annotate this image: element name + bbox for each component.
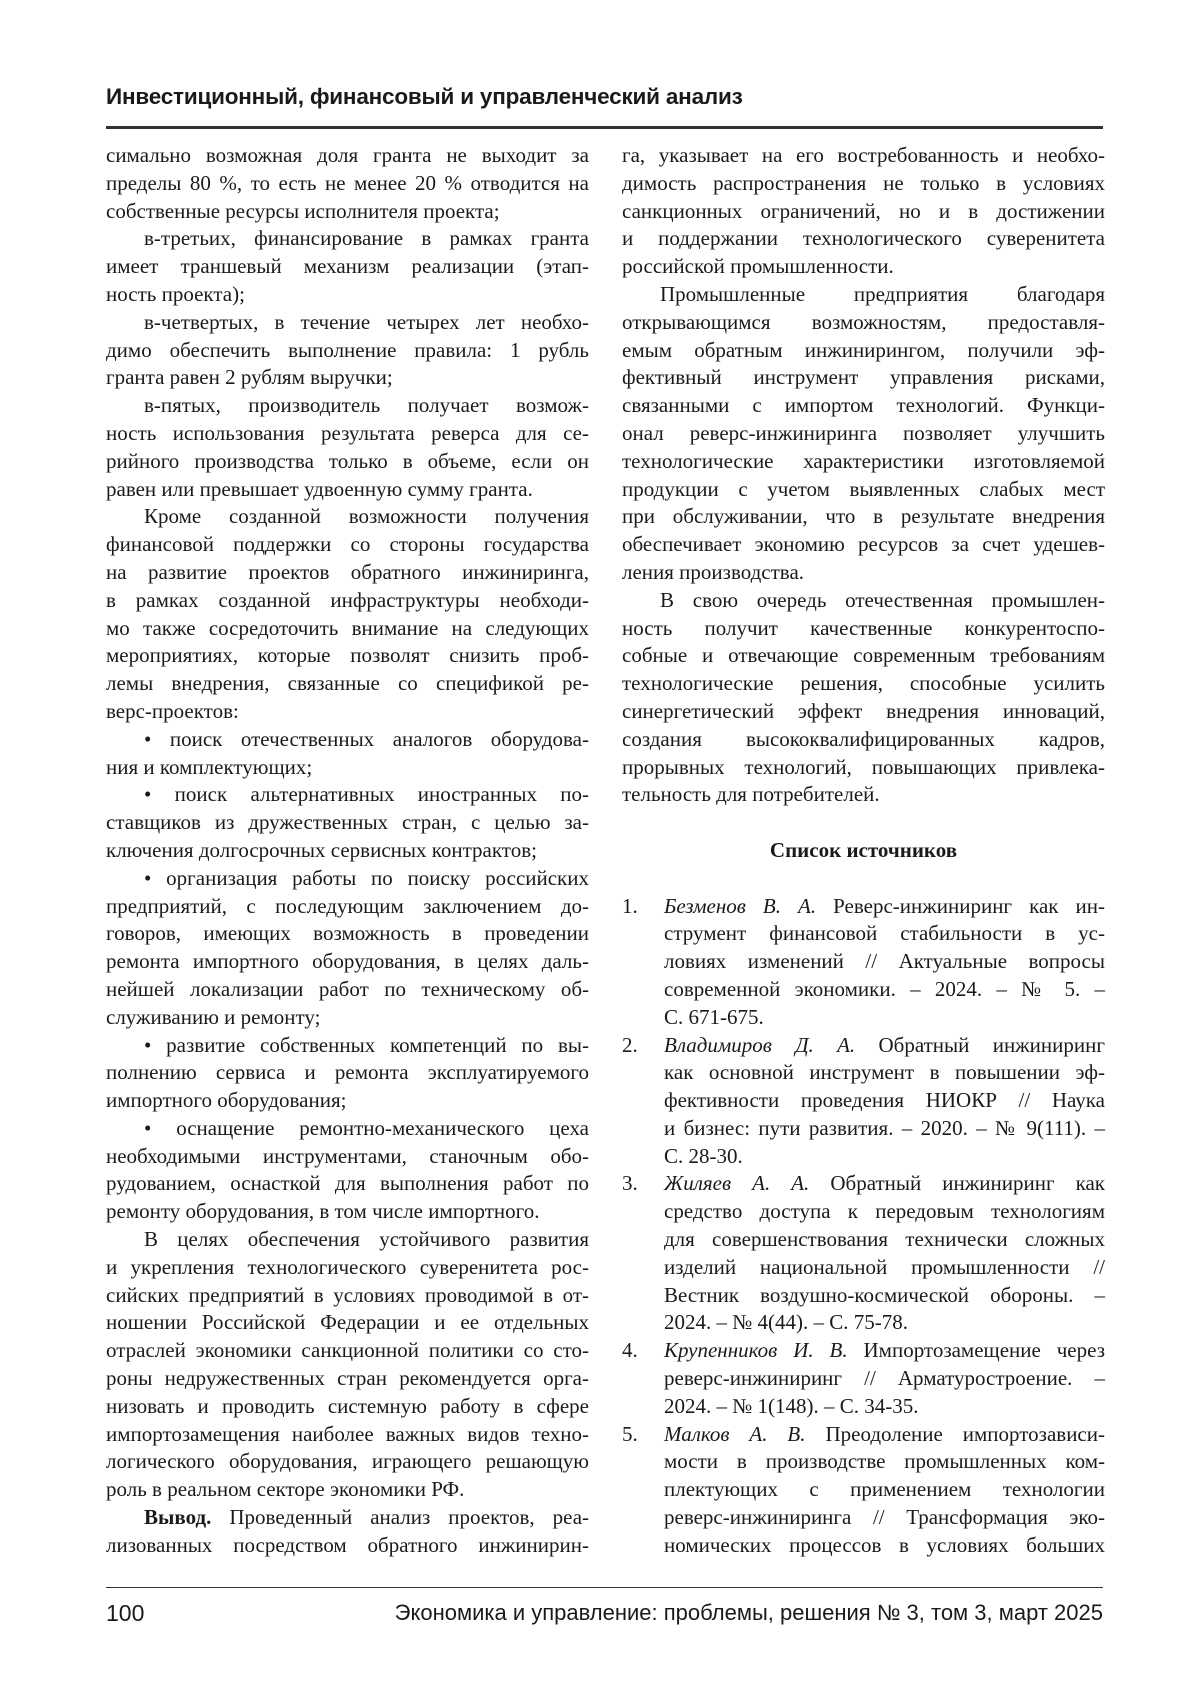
text-line: ность использования результата реверса для се- bbox=[106, 420, 589, 448]
reference-item bbox=[622, 1421, 1105, 1560]
text-line: нейшей локализации работ по техническому об- bbox=[106, 976, 589, 1004]
reference-author: Крупенников И. В. bbox=[664, 1338, 848, 1362]
footer-divider bbox=[106, 1587, 1103, 1588]
text-line: синергетический эффект внедрения инноваций, bbox=[622, 698, 1105, 726]
reference-line bbox=[664, 1421, 1105, 1449]
text-line: логического оборудования, играющего решающую bbox=[106, 1448, 589, 1476]
text-line: импортозамещения наиболее важных видов техно- bbox=[106, 1421, 589, 1449]
paragraph bbox=[106, 1504, 589, 1560]
reference-author: Малков А. В. bbox=[664, 1422, 806, 1446]
text-line: полнению сервиса и ремонта эксплуатируемого bbox=[106, 1059, 589, 1087]
text-line: В целях обеспечения устойчивого развития bbox=[106, 1226, 589, 1254]
text-line bbox=[106, 1504, 589, 1532]
header-divider bbox=[106, 126, 1103, 129]
text-line: импортного оборудования; bbox=[106, 1087, 589, 1115]
reference-author: Владимиров Д. А. bbox=[664, 1033, 855, 1057]
reference-line: фективности проведения НИОКР // Наука bbox=[664, 1087, 1105, 1115]
text-line: финансовой поддержки со стороны государства bbox=[106, 531, 589, 559]
reference-number: 1. bbox=[622, 893, 638, 921]
text-line: • организация работы по поиску российских bbox=[106, 865, 589, 893]
paragraph bbox=[622, 142, 1105, 281]
reference-line bbox=[664, 1337, 1105, 1365]
text-line: онал реверс-инжиниринга позволяет улучшить bbox=[622, 420, 1105, 448]
paragraph bbox=[106, 1226, 589, 1504]
text-line: • поиск отечественных аналогов оборудова- bbox=[106, 726, 589, 754]
reference-line: С. 28-30. bbox=[664, 1143, 1105, 1171]
paragraph bbox=[106, 503, 589, 725]
text-line: связанными с импортом технологий. Функци- bbox=[622, 392, 1105, 420]
reference-text: Обратный инжиниринг как bbox=[830, 1171, 1105, 1195]
text-line-content: Проведенный анализ проектов, реа- bbox=[229, 1505, 589, 1529]
text-line: тельность для потребителей. bbox=[622, 781, 1105, 809]
paragraph bbox=[106, 781, 589, 864]
reference-line bbox=[664, 1032, 1105, 1060]
reference-line bbox=[664, 1170, 1105, 1198]
text-line: ремонта импортного оборудования, в целях даль- bbox=[106, 948, 589, 976]
references-list bbox=[622, 893, 1105, 1560]
text-line: емым обратным инжинирингом, получили эф- bbox=[622, 337, 1105, 365]
text-line: Кроме созданной возможности получения bbox=[106, 503, 589, 531]
reference-text: Преодоление импортозависи- bbox=[825, 1422, 1105, 1446]
reference-line bbox=[664, 893, 1105, 921]
text-line: сийских предприятий в условиях проводимой в от- bbox=[106, 1282, 589, 1310]
text-line: в рамках созданной инфраструктуры необходи- bbox=[106, 587, 589, 615]
reference-line: современной экономики. – 2024. – № 5. – bbox=[664, 976, 1105, 1004]
text-line: говоров, имеющих возможность в проведении bbox=[106, 920, 589, 948]
right-column bbox=[622, 142, 1105, 1560]
paragraph bbox=[106, 726, 589, 782]
reference-author: Жиляев А. А. bbox=[664, 1171, 809, 1195]
bold-lead: Вывод. bbox=[144, 1505, 211, 1529]
running-header-title: Инвестиционный, финансовый и управленческий анализ bbox=[106, 84, 743, 110]
text-line: верс-проектов: bbox=[106, 698, 589, 726]
text-line: собственные ресурсы исполнителя проекта; bbox=[106, 198, 589, 226]
reference-text: Обратный инжиниринг bbox=[879, 1033, 1106, 1057]
text-line: ключения долгосрочных сервисных контрактов; bbox=[106, 837, 589, 865]
text-line: создания высококвалифицированных кадров, bbox=[622, 726, 1105, 754]
text-line: российской промышленности. bbox=[622, 253, 1105, 281]
reference-number: 5. bbox=[622, 1421, 638, 1449]
reference-author: Безменов В. А. bbox=[664, 894, 816, 918]
text-line: мо также сосредоточить внимание на следующих bbox=[106, 615, 589, 643]
reference-line: С. 671-675. bbox=[664, 1004, 1105, 1032]
text-line: технологические решения, способные усилить bbox=[622, 670, 1105, 698]
paragraph bbox=[106, 865, 589, 1032]
paragraph bbox=[622, 281, 1105, 587]
text-line: рудованием, оснасткой для выполнения работ по bbox=[106, 1170, 589, 1198]
text-line: на развитие проектов обратного инжиниринга, bbox=[106, 559, 589, 587]
text-line: симально возможная доля гранта не выходит за bbox=[106, 142, 589, 170]
text-line: роны недружественных стран рекомендуется орга- bbox=[106, 1365, 589, 1393]
paragraph bbox=[106, 309, 589, 392]
reference-line: и бизнес: пути развития. – 2020. – № 9(111). – bbox=[664, 1115, 1105, 1143]
text-line: отраслей экономики санкционной политики со сто- bbox=[106, 1337, 589, 1365]
reference-item bbox=[622, 1337, 1105, 1420]
reference-number: 3. bbox=[622, 1170, 638, 1198]
text-line: Промышленные предприятия благодаря bbox=[622, 281, 1105, 309]
paragraph bbox=[622, 587, 1105, 809]
text-line: служиванию и ремонту; bbox=[106, 1004, 589, 1032]
reference-line: номических процессов в условиях больших bbox=[664, 1532, 1105, 1560]
text-line: • поиск альтернативных иностранных по- bbox=[106, 781, 589, 809]
text-line: В свою очередь отечественная промышлен- bbox=[622, 587, 1105, 615]
text-line: продукции с учетом выявленных слабых мест bbox=[622, 476, 1105, 504]
text-line: в-пятых, производитель получает возмож- bbox=[106, 392, 589, 420]
text-line: ношении Российской Федерации и ее отдельных bbox=[106, 1309, 589, 1337]
text-line: • оснащение ремонтно-механического цеха bbox=[106, 1115, 589, 1143]
text-line: собные и отвечающие современным требованиям bbox=[622, 642, 1105, 670]
text-line: рийного производства только в объеме, если он bbox=[106, 448, 589, 476]
reference-item bbox=[622, 893, 1105, 1032]
text-line: • развитие собственных компетенций по вы- bbox=[106, 1032, 589, 1060]
reference-line: 2024. – № 1(148). – С. 34-35. bbox=[664, 1393, 1105, 1421]
reference-line: ловиях изменений // Актуальные вопросы bbox=[664, 948, 1105, 976]
text-line: и поддержании технологического суверенитета bbox=[622, 225, 1105, 253]
references-heading: Список источников bbox=[622, 837, 1105, 865]
reference-line: средство доступа к передовым технологиям bbox=[664, 1198, 1105, 1226]
paragraph bbox=[106, 1032, 589, 1115]
journal-info: Экономика и управление: проблемы, решения № 3, том 3, март 2025 bbox=[395, 1600, 1103, 1626]
right-column-body bbox=[622, 142, 1105, 809]
text-line: гранта равен 2 рублям выручки; bbox=[106, 364, 589, 392]
text-line: лемы внедрения, связанные со спецификой ре- bbox=[106, 670, 589, 698]
text-line: имеет траншевый механизм реализации (этап- bbox=[106, 253, 589, 281]
text-line: в-четвертых, в течение четырех лет необхо- bbox=[106, 309, 589, 337]
reference-line: мости в производстве промышленных ком- bbox=[664, 1448, 1105, 1476]
reference-line: плектующих с применением технологии bbox=[664, 1476, 1105, 1504]
text-line: димо обеспечить выполнение правила: 1 рубль bbox=[106, 337, 589, 365]
reference-line: 2024. – № 4(44). – С. 75-78. bbox=[664, 1309, 1105, 1337]
text-line: прорывных технологий, повышающих привлека- bbox=[622, 754, 1105, 782]
text-line: при обслуживании, что в результате внедрения bbox=[622, 503, 1105, 531]
text-line: ность получит качественные конкурентоспо- bbox=[622, 615, 1105, 643]
text-line: равен или превышает удвоенную сумму гранта. bbox=[106, 476, 589, 504]
text-line: димость распространения не только в условиях bbox=[622, 170, 1105, 198]
reference-line: Вестник воздушно-космической обороны. – bbox=[664, 1282, 1105, 1310]
text-line: технологические характеристики изготовляемой bbox=[622, 448, 1105, 476]
paragraph bbox=[106, 1115, 589, 1226]
reference-text: Импортозамещение через bbox=[864, 1338, 1106, 1362]
page-number: 100 bbox=[106, 1600, 144, 1627]
text-line: санкционных ограничений, но и в достижении bbox=[622, 198, 1105, 226]
reference-text: Реверс-инжиниринг как ин- bbox=[833, 894, 1105, 918]
text-line: ремонту оборудования, в том числе импортного. bbox=[106, 1198, 589, 1226]
text-line: низовать и проводить системную работу в сфере bbox=[106, 1393, 589, 1421]
text-line: и укрепления технологического суверенитета рос- bbox=[106, 1254, 589, 1282]
left-column bbox=[106, 142, 589, 1560]
reference-number: 2. bbox=[622, 1032, 638, 1060]
text-line: мероприятиях, которые позволят снизить проб- bbox=[106, 642, 589, 670]
text-line: предприятий, с последующим заключением до- bbox=[106, 893, 589, 921]
reference-line: струмент финансовой стабильности в ус- bbox=[664, 920, 1105, 948]
reference-line: изделий национальной промышленности // bbox=[664, 1254, 1105, 1282]
text-line: лизованных посредством обратного инжинирин- bbox=[106, 1532, 589, 1560]
text-line: ления производства. bbox=[622, 559, 1105, 587]
text-line: фективный инструмент управления рисками, bbox=[622, 364, 1105, 392]
text-line: роль в реальном секторе экономики РФ. bbox=[106, 1476, 589, 1504]
paragraph bbox=[106, 392, 589, 503]
reference-line: для совершенствования технически сложных bbox=[664, 1226, 1105, 1254]
text-line: в-третьих, финансирование в рамках гранта bbox=[106, 225, 589, 253]
text-line: га, указывает на его востребованность и необхо- bbox=[622, 142, 1105, 170]
text-line: пределы 80 %, то есть не менее 20 % отводится на bbox=[106, 170, 589, 198]
reference-item bbox=[622, 1170, 1105, 1337]
reference-line: как основной инструмент в повышении эф- bbox=[664, 1059, 1105, 1087]
text-line: необходимыми инструментами, станочным обо- bbox=[106, 1143, 589, 1171]
reference-line: реверс-инжиниринга // Трансформация эко- bbox=[664, 1504, 1105, 1532]
text-line: открывающимся возможностям, предоставля- bbox=[622, 309, 1105, 337]
text-line: ность проекта); bbox=[106, 281, 589, 309]
text-line: ния и комплектующих; bbox=[106, 754, 589, 782]
text-line: обеспечивает экономию ресурсов за счет удешев- bbox=[622, 531, 1105, 559]
text-line: ставщиков из дружественных стран, с целью за- bbox=[106, 809, 589, 837]
paragraph bbox=[106, 142, 589, 225]
reference-item bbox=[622, 1032, 1105, 1171]
reference-line: реверс-инжиниринг // Арматуростроение. – bbox=[664, 1365, 1105, 1393]
paragraph bbox=[106, 225, 589, 308]
reference-number: 4. bbox=[622, 1337, 638, 1365]
